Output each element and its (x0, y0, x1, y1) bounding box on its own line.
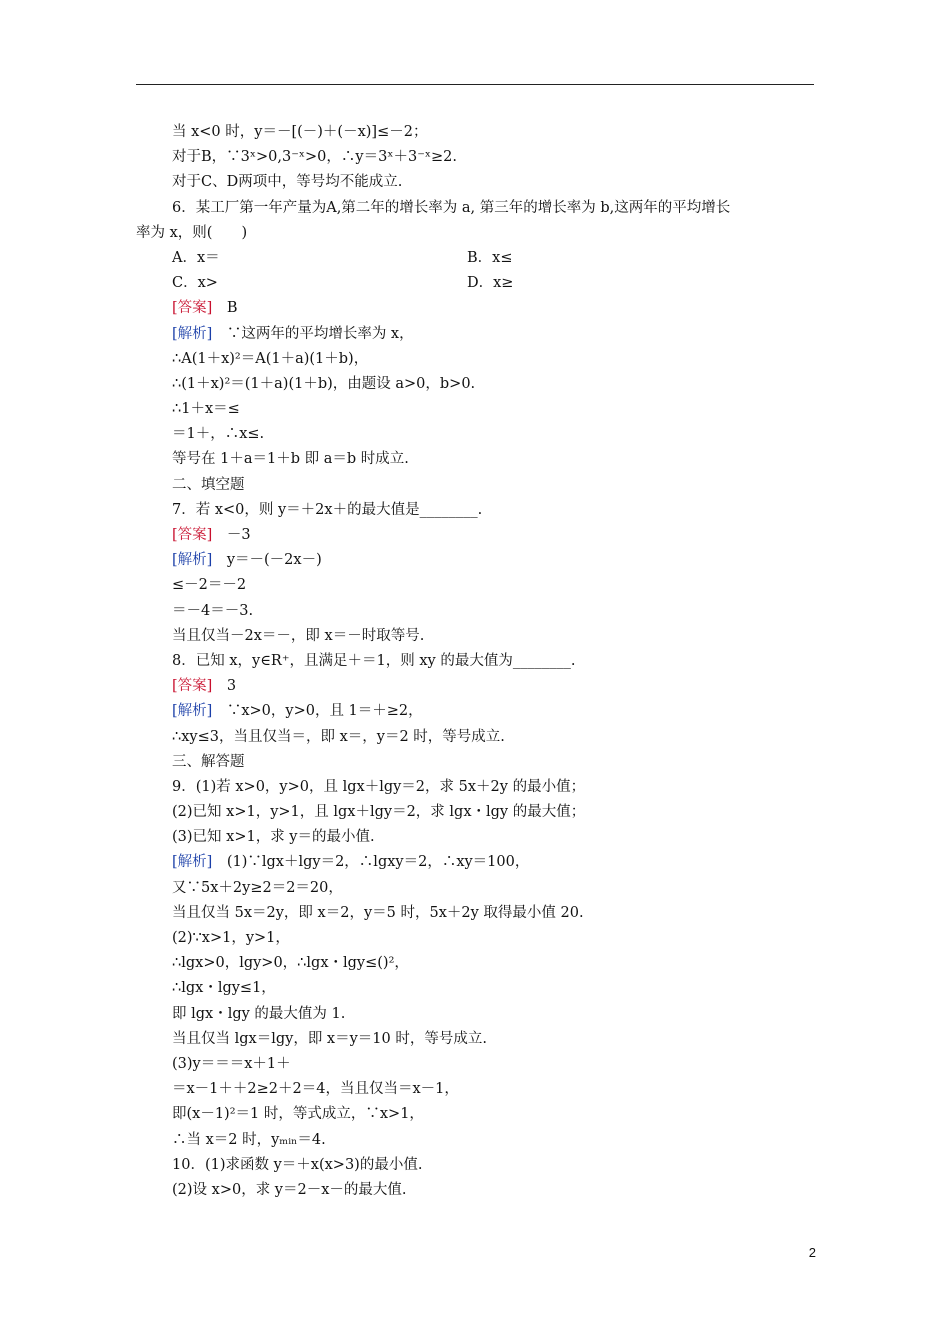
text-line (172, 1102, 832, 1127)
line-text: 3 (212, 678, 237, 695)
text-line (172, 473, 832, 498)
text-line (172, 498, 832, 523)
line-text: －3 (212, 527, 251, 543)
line-text: ≤－2＝－2 (172, 577, 247, 594)
analysis-tag: [解析] (172, 854, 213, 871)
text-line (172, 1178, 832, 1203)
text-line (172, 347, 832, 372)
line-text: 三、解答题 (172, 753, 245, 770)
text-line (172, 674, 832, 699)
document-body (136, 120, 832, 1203)
text-line (172, 372, 832, 397)
text-line (172, 422, 832, 447)
text-line (172, 825, 832, 850)
text-line (136, 221, 832, 246)
text-line (172, 926, 832, 951)
line-text: 当且仅当 5x＝2y，即 x＝2，y＝5 时，5x＋2y 取得最小值 20. (172, 904, 584, 921)
text-line (172, 1077, 832, 1102)
line-text: (1)∵lgx＋lgy＝2，∴lgxy＝2，∴xy＝100， (212, 854, 530, 871)
line-text: (2)设 x>0，求 y＝2－x－的最大值. (172, 1181, 407, 1198)
text-line (172, 296, 832, 321)
line-text: 二、填空题 (172, 476, 245, 493)
line-text: ∴当 x＝2 时，yₘᵢₙ＝4. (172, 1131, 326, 1148)
text-line (172, 573, 832, 598)
line-text: 7．若 x<0，则 y＝＋2x＋的最大值是________. (172, 501, 483, 518)
line-text: 8．已知 x，y∈R⁺，且满足＋＝1，则 xy 的最大值为________. (172, 652, 576, 669)
line-text: ＝x－1＋＋2≥2＋2＝4，当且仅当＝x－1， (172, 1081, 459, 1098)
line-text: C．x> (172, 275, 218, 292)
text-line (172, 725, 832, 750)
text-line (172, 976, 832, 1001)
line-text: (3)已知 x>1，求 y＝的最小值. (172, 829, 375, 846)
line-text: 又∵5x＋2y≥2＝2＝20， (172, 879, 343, 896)
line-text: 对于C、D两项中，等号均不能成立. (172, 174, 403, 191)
answer-tag: [答案] (172, 300, 213, 317)
text-line (172, 624, 832, 649)
text-line (172, 196, 832, 221)
line-text: ＝1＋，∴x≤. (172, 426, 265, 443)
line-text: A．x＝ (172, 249, 220, 266)
line-text: 对于B，∵3ˣ>0,3⁻ˣ>0，∴y＝3ˣ＋3⁻ˣ≥2. (172, 149, 457, 166)
analysis-tag: [解析] (172, 552, 213, 569)
text-line (172, 120, 832, 145)
analysis-tag: [解析] (172, 325, 213, 342)
text-line (172, 876, 832, 901)
line-text: ∵x>0，y>0，且 1＝＋≥2， (212, 703, 423, 720)
line-text: 当且仅当 lgx＝lgy，即 x＝y＝10 时，等号成立. (172, 1030, 487, 1047)
text-line (172, 447, 832, 472)
text-line (172, 649, 832, 674)
page-number: 2 (808, 1245, 816, 1260)
line-text: (2)∵x>1，y>1， (172, 930, 290, 946)
line-text: ∴lgx>0，lgy>0，∴lgx・lgy≤()²， (172, 955, 409, 972)
text-line (172, 800, 832, 825)
text-line (172, 775, 832, 800)
line-text: 9．(1)若 x>0，y>0，且 lgx＋lgy＝2，求 5x＋2y 的最小值； (172, 778, 586, 795)
line-text: ＝－4＝－3. (172, 602, 254, 619)
text-line (172, 599, 832, 624)
option-right: B．x≤ (467, 249, 513, 266)
line-text: ∴A(1＋x)²＝A(1＋a)(1＋b)， (172, 350, 369, 367)
line-text: ∴(1＋x)²＝(1＋a)(1＋b)，由题设 a>0，b>0. (172, 375, 476, 392)
text-line (172, 1002, 832, 1027)
line-text: ∵这两年的平均增长率为 x， (212, 325, 414, 342)
line-text: y＝－(－2x－) (212, 552, 322, 569)
answer-tag: [答案] (172, 527, 213, 543)
text-line (172, 1027, 832, 1052)
text-line (172, 548, 832, 573)
text-line (172, 1153, 832, 1178)
line-text: (3)y＝＝＝x＋1＋ (172, 1055, 291, 1072)
text-line (172, 170, 832, 195)
text-line (172, 523, 832, 548)
option-right: D．x≥ (467, 275, 514, 292)
text-line (172, 951, 832, 976)
text-line (172, 750, 832, 775)
line-text: 等号在 1＋a＝1＋b 即 a＝b 时成立. (172, 451, 409, 468)
line-text: ∴xy≤3，当且仅当＝，即 x＝，y＝2 时，等号成立. (172, 728, 505, 745)
line-text: 即(x－1)²＝1 时，等式成立，∵x>1， (172, 1106, 424, 1123)
text-line (172, 246, 832, 271)
text-line (172, 271, 832, 296)
line-text: 率为 x，则( ) (136, 224, 248, 241)
line-text: (2)已知 x>1，y>1，且 lgx＋lgy＝2，求 lgx・lgy 的最大值； (172, 804, 586, 821)
line-text: B (212, 300, 238, 317)
line-text: ∴1＋x＝≤ (172, 401, 240, 418)
text-line (172, 397, 832, 422)
answer-tag: [答案] (172, 678, 213, 695)
text-line (172, 1128, 832, 1153)
text-line (172, 901, 832, 926)
text-line (172, 850, 832, 875)
analysis-tag: [解析] (172, 703, 213, 720)
header-rule (136, 84, 814, 85)
text-line (172, 322, 832, 347)
line-text: ∴lgx・lgy≤1， (172, 980, 276, 997)
text-line (172, 699, 832, 724)
line-text: 当 x<0 时，y＝－[(－)＋(－x)]≤－2； (172, 124, 428, 140)
text-line (172, 1052, 832, 1077)
line-text: 10．(1)求函数 y＝＋x(x>3)的最小值. (172, 1156, 423, 1173)
line-text: 当且仅当－2x＝－，即 x＝－时取等号. (172, 627, 425, 644)
line-text: 6．某工厂第一年产量为A,第二年的增长率为 a, 第三年的增长率为 b,这两年的平均增长 (172, 199, 731, 216)
text-line (172, 145, 832, 170)
line-text: 即 lgx・lgy 的最大值为 1. (172, 1005, 346, 1022)
